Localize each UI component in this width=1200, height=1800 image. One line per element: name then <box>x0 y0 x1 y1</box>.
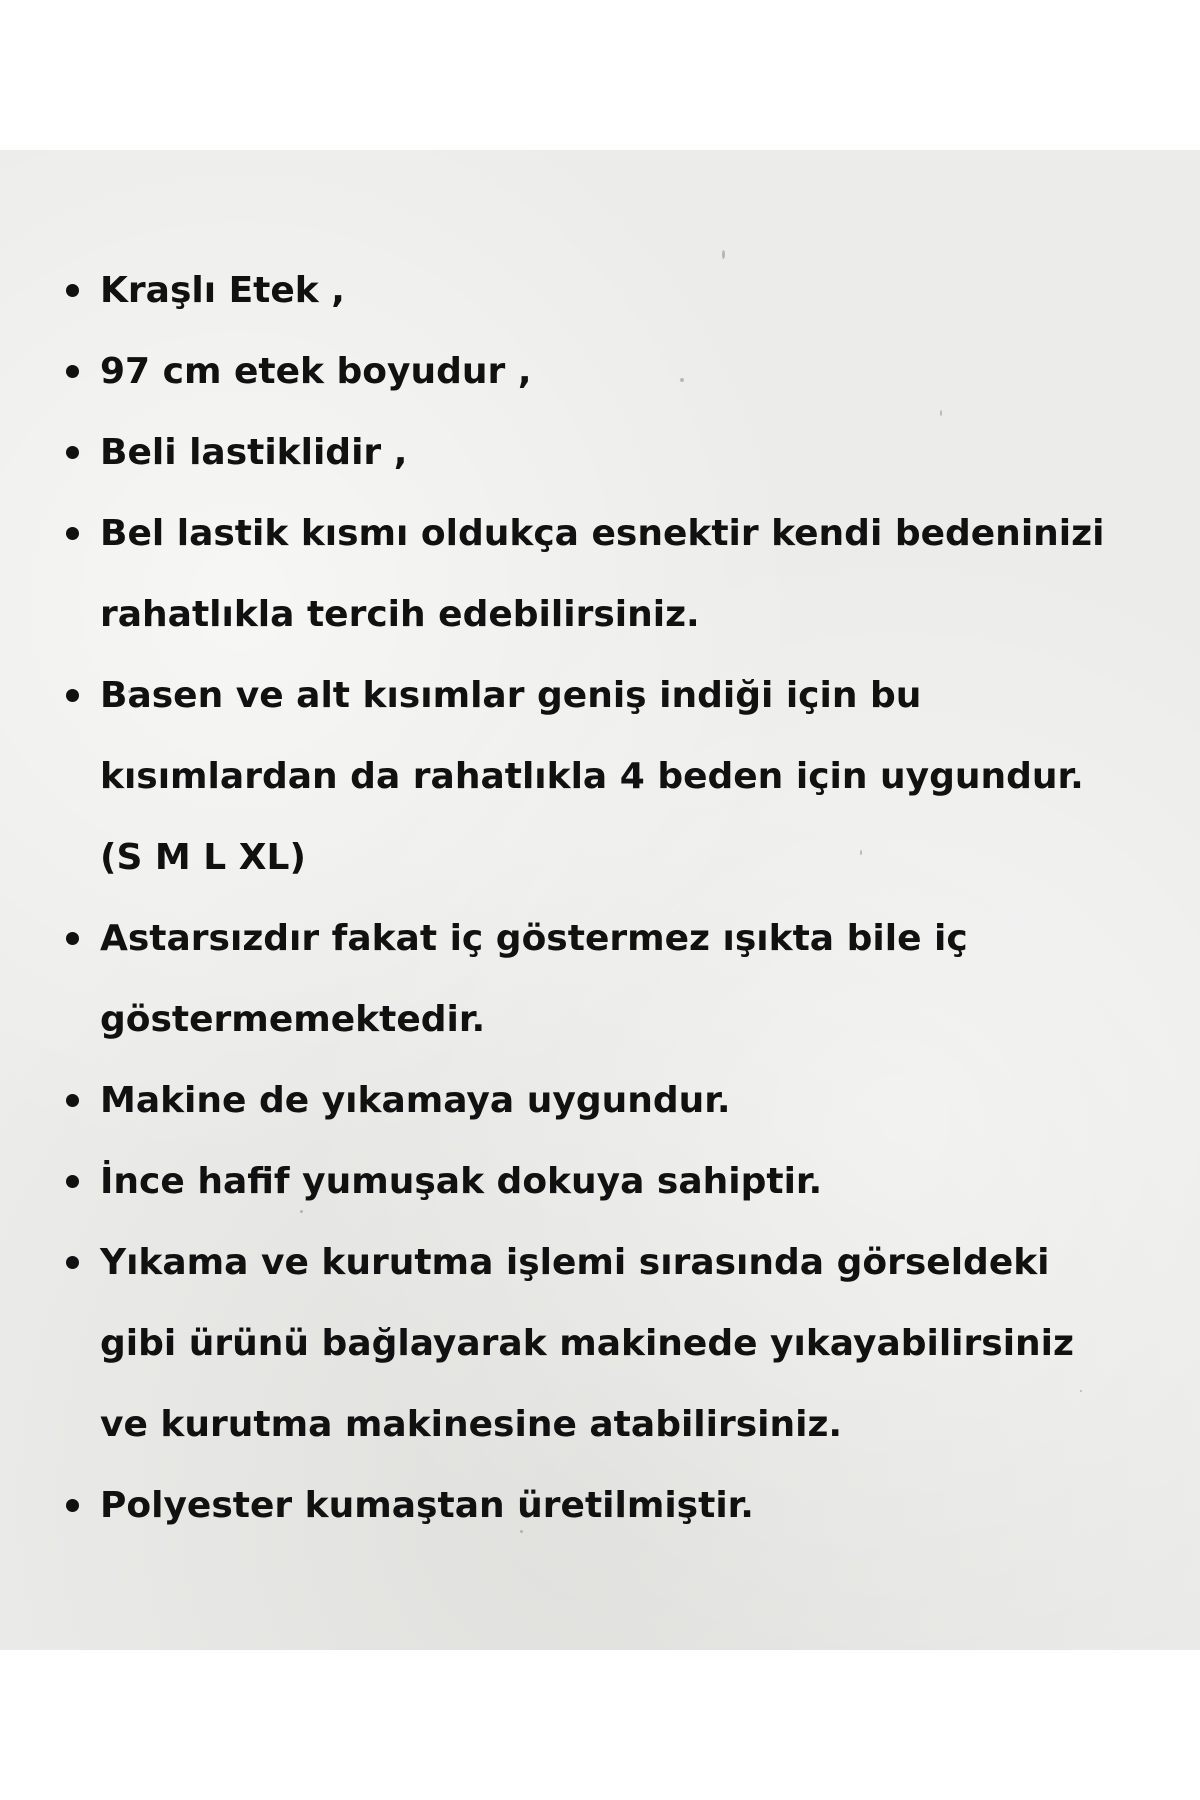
list-item <box>58 493 1168 655</box>
list-item <box>58 898 1168 1060</box>
list-item-text: Bel lastik kısmı oldukça esnektir kendi bedeninizi <box>100 513 1105 554</box>
list-item-text: gibi ürünü bağlayarak makinede yıkayabilirsiniz <box>100 1323 1074 1364</box>
list-item <box>58 655 1168 898</box>
bullet-icon <box>66 1094 79 1107</box>
list-item-text: ve kurutma makinesine atabilirsiniz. <box>100 1404 843 1445</box>
feature-list <box>58 250 1168 1546</box>
list-item-text: Yıkama ve kurutma işlemi sırasında görseldeki <box>100 1242 1050 1283</box>
list-item-text: rahatlıkla tercih edebilirsiniz. <box>100 594 700 635</box>
list-item-text: Astarsızdır fakat iç göstermez ışıkta bile iç <box>100 918 968 959</box>
list-item <box>58 412 1168 493</box>
bullet-icon <box>66 1175 79 1188</box>
list-item <box>58 1222 1168 1465</box>
list-item-text: 97 cm etek boyudur , <box>100 351 532 392</box>
bullet-icon <box>66 284 79 297</box>
list-item <box>58 331 1168 412</box>
bullet-icon <box>66 446 79 459</box>
bullet-icon <box>66 689 79 702</box>
list-item-text: İnce hafif yumuşak dokuya sahiptir. <box>100 1161 823 1202</box>
list-item-text: göstermemektedir. <box>100 999 486 1040</box>
paper-texture-panel <box>0 150 1200 1650</box>
bullet-icon <box>66 932 79 945</box>
list-item-text: (S M L XL) <box>100 837 306 878</box>
list-item <box>58 1465 1168 1546</box>
list-item-text: Basen ve alt kısımlar geniş indiği için bu <box>100 675 922 716</box>
bullet-icon <box>66 365 79 378</box>
list-item-text: Polyester kumaştan üretilmiştir. <box>100 1485 754 1526</box>
list-item <box>58 1141 1168 1222</box>
list-item-text: Beli lastiklidir , <box>100 432 408 473</box>
list-item <box>58 250 1168 331</box>
bullet-icon <box>66 527 79 540</box>
bullet-icon <box>66 1499 79 1512</box>
bullet-icon <box>66 1256 79 1269</box>
list-item <box>58 1060 1168 1141</box>
list-item-text: Makine de yıkamaya uygundur. <box>100 1080 731 1121</box>
list-item-text: Kraşlı Etek , <box>100 270 345 311</box>
list-item-text: kısımlardan da rahatlıkla 4 beden için uygundur. <box>100 756 1084 797</box>
